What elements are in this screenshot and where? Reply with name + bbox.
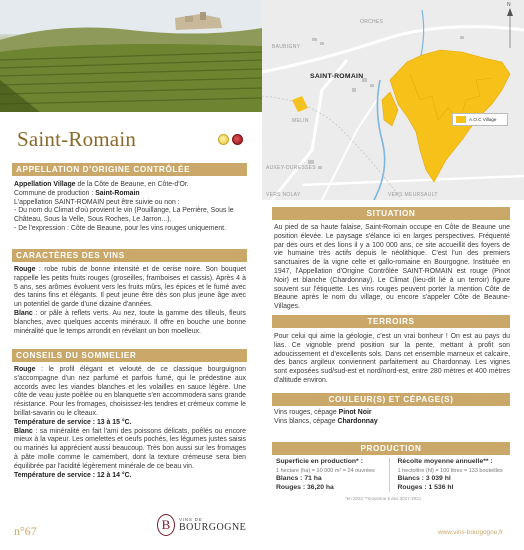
logo-small-text: VINS DE bbox=[179, 517, 203, 522]
legend-label: A.O.C Village bbox=[469, 117, 497, 122]
appellation-map bbox=[262, 0, 524, 200]
sommelier-text: Rouge : le profil élégant et velouté de ce classique bourguignon s'accompagne d'un nez parfumé et parfois fumé, qui le prédestine aux accords avec les viandes blanches et les volailles en sauce légère. Une côte de veau juste poêlée ou en blanquette s'en accommodera sans grande résistance. Pour les fromages, choisissez-les tendres et crémeux comme le brillat-savarin ou le cîteaux. Température de service : 13 à 15 °C. Blanc : sa minéralité en fait l'ami des poissons délicats, poêlés ou encore mieux à la vapeur. Les omelettes et oeufs pochés, les légumes justes saisis ou marinés lui apprécient aussi beaucoup. Très bon aussi sur les fromages à pâte molle comme le camembert, dont la texture crémeuse sera bien équilibrée par l'acidité légèrement minérale de ce beau vin. Température de service : 12 à 14 °C. bbox=[14, 366, 246, 479]
map-label-town: SAINT-ROMAIN bbox=[310, 73, 364, 80]
map-label-meursault: VERS MEURSAULT bbox=[388, 192, 438, 198]
situation-text: Au pied de sa haute falaise, Saint-Romain occupe en Côte de Beaune une position élevée. Le paysage s'élance ici en larges perspectives. Fréquenté par des ours et des lions il y a 100 000 ans, ce site accueillit des foyers de vie humaine très actifs depuis le néolithique. C'est l'un des premiers sanctuaires de la vigne celte et gallo-romaine en Bourgogne. Instituée en 1947, l'Appellation d'Origine Contrôlée SAINT-ROMAIN est rouge (Pinot Noir) et blanche (Chardonnay). Le Climat (lieu-dit lié à un terroir) figure souvent sur l'étiquette. Les vins rouges peuvent porter la mention Côte de Beaune après le nom du village, ou encore s'appeler Côte de Beaune-Villages. bbox=[274, 224, 510, 311]
caracteres-text: Rouge : robe rubis de bonne intensité et de cerise noire. Son bouquet rappelle les petits fruits rouges (groseilles, framboises et cassis). Après 4 à 5 ans, ses arômes évoluent vers les fruits mûrs, les épices et le fumé avec des tanins fins et élégants. Il peut jeune être dès son plus jeune âge avec un potentiel de garde d'une dizaine d'années. Blanc : or pâle à reflets verts. Au nez, toute la gamme des tilleuls, fleurs blanches, avec quelques accents minéraux. Il offre en bouche une bonne minéralité que le temps arrondit en révélant un bon moelleux. bbox=[14, 266, 246, 335]
appellation-text: Appellation Village de la Côte de Beaune, en Côte-d'Or. Commune de production : Saint-Romain L'appellation SAINT-ROMAIN peut être suivie ou non : - Du nom du Climat d'où provient le vin (Pouillange, La Perrière, Sous le Château, Sous la Velle, Sous Roches, Le Jarron...). - De l'expression : Côte de Beaune, pour les vins rouges uniquement. bbox=[14, 181, 234, 232]
bourgogne-logo bbox=[157, 514, 246, 536]
red-wine-icon bbox=[232, 134, 243, 145]
map-label-melin: MELIN bbox=[292, 118, 309, 124]
production-table bbox=[272, 458, 510, 492]
map-label-orches: ORCHES bbox=[360, 19, 384, 25]
production-footnote: *en 2022 **moyenne 5 ans 2017-2021 bbox=[345, 496, 422, 501]
section-heading-appellation: APPELLATION D'ORIGINE CONTRÔLÉE bbox=[12, 163, 247, 176]
map-legend bbox=[452, 113, 508, 126]
couleurs-text: Vins rouges, cépage Pinot Noir Vins blancs, cépage Chardonnay bbox=[274, 409, 378, 425]
section-heading-sommelier: CONSEILS DU SOMMELIER bbox=[12, 349, 247, 362]
logo-b-icon: B bbox=[157, 514, 175, 536]
map-label-baubigny: BAUBIGNY bbox=[272, 44, 301, 50]
wine-colors bbox=[218, 134, 243, 145]
production-superficie: Superficie en production* : 1 hectare (ha) = 10 000 m² = 24 ouvrées Blancs : 71 ha Rouges : 36,20 ha bbox=[276, 458, 375, 491]
terroirs-text: Pour celui qui aime la géologie, c'est un vrai bonheur ! On est au pays du lias. Ce vignoble prend position sur la pente, mettant à profit son adoucissement et d'excellents sols. Dans cet ensemble marneux et calcaire, des bancs argileux conviennent parfaitement au Chardonnay. Les vignes sont exposées sud/sud-est et nord/nord-est, entre 280 mètres et 400 mètres d'altitude environ. bbox=[274, 333, 510, 384]
section-heading-situation: SITUATION bbox=[272, 207, 510, 220]
logo-big-text: BOURGOGNE bbox=[179, 522, 247, 533]
production-recolte: Récolte moyenne annuelle** : 1 hectolitre (hl) = 100 litres = 133 bouteilles Blancs : 3 039 hl Rouges : 1 536 hl bbox=[389, 458, 511, 492]
white-wine-icon bbox=[218, 134, 229, 145]
map-label-auxey: AUXEY-DURESSES bbox=[266, 165, 316, 171]
vineyard-photo bbox=[0, 0, 262, 112]
map-label-nolay: VERS NOLAY bbox=[266, 192, 301, 198]
website-link[interactable]: www.vins-bourgogne.fr bbox=[438, 529, 504, 536]
section-heading-caracteres: CARACTÈRES DES VINS bbox=[12, 249, 247, 262]
legend-swatch bbox=[456, 116, 466, 123]
section-heading-production: PRODUCTION bbox=[272, 442, 510, 455]
page-title: Saint-Romain bbox=[17, 127, 137, 151]
section-heading-terroirs: TERROIRS bbox=[272, 315, 510, 328]
north-arrow-icon: N bbox=[504, 6, 516, 48]
page-number: n°67 bbox=[14, 524, 37, 538]
section-heading-couleurs: COULEUR(S) ET CÉPAGE(S) bbox=[272, 393, 510, 406]
